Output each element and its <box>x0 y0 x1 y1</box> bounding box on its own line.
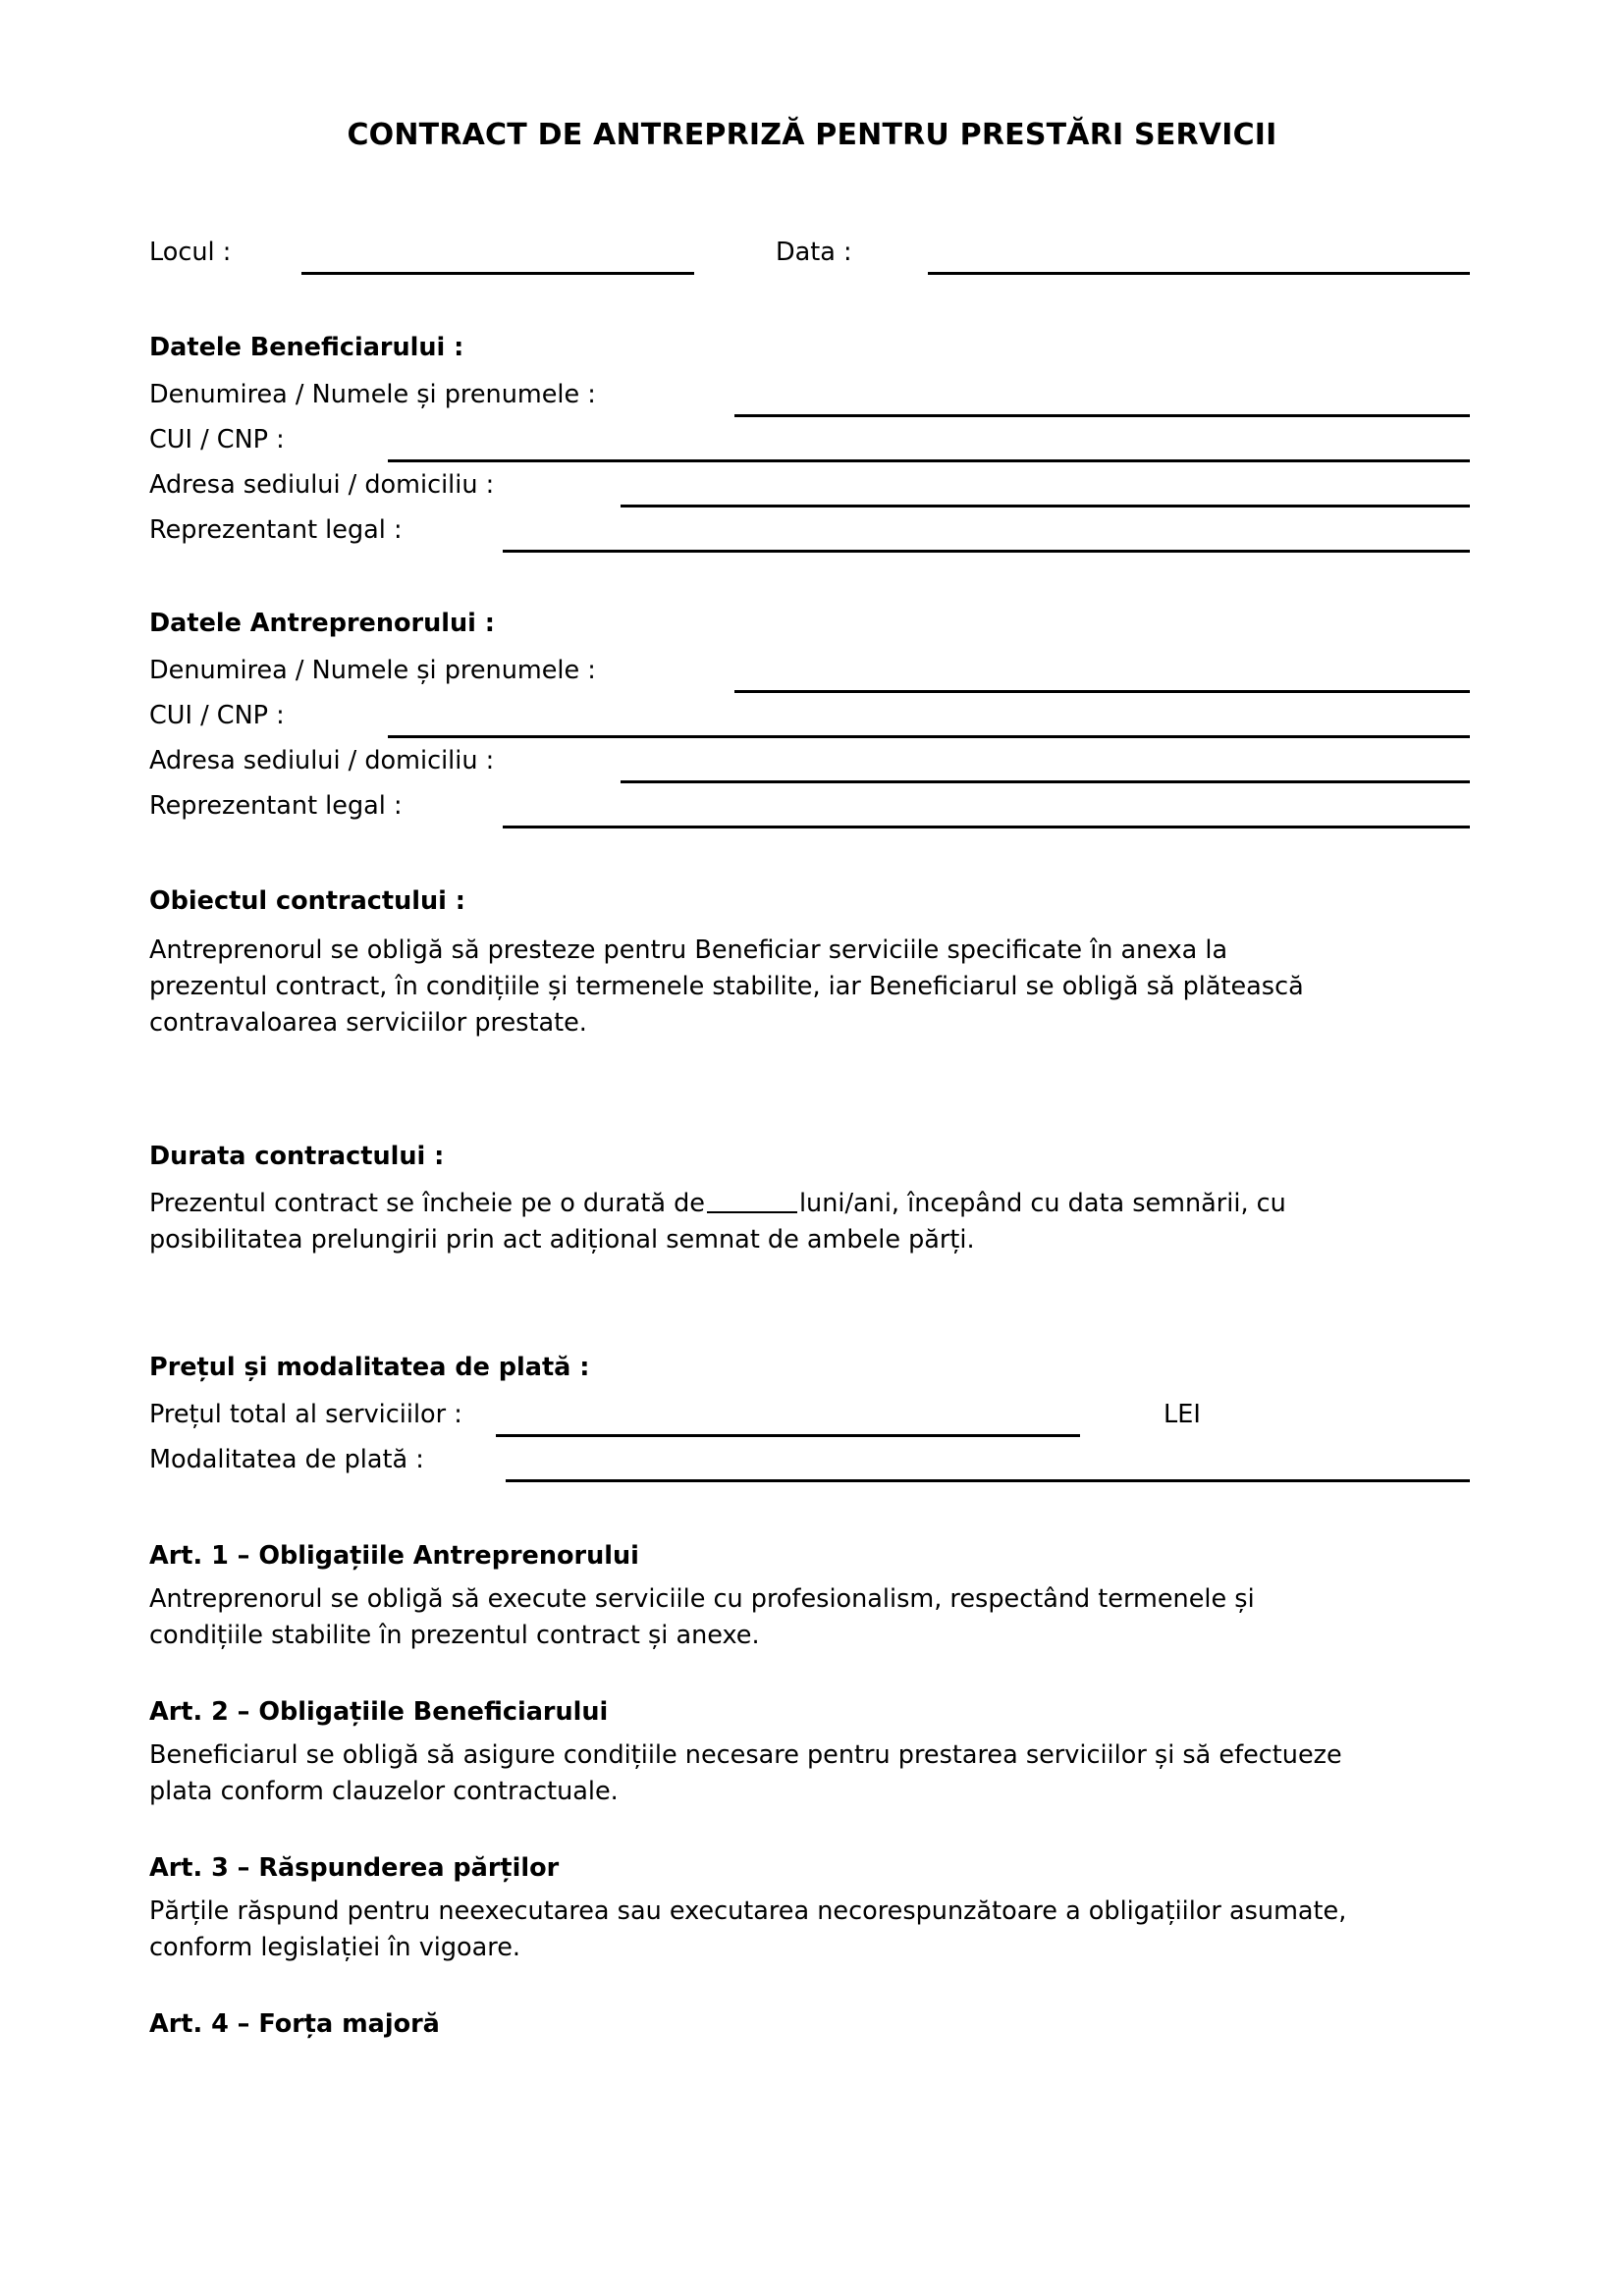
beneficiary-name-rule[interactable] <box>734 414 1470 417</box>
duration-paragraph-line-2: posibilitatea prelungirii prin act adițional semnat de ambele părți. <box>149 1225 975 1255</box>
beneficiary-address-label: Adresa sediului / domiciliu : <box>149 470 495 500</box>
contractor-heading: Datele Antreprenorului : <box>149 609 495 638</box>
duration-paragraph-line-1 <box>149 1186 1475 1222</box>
article-2-line: Beneficiarul se obligă să asigure condițiile necesare pentru prestarea serviciilor și să efectueze <box>149 1740 1342 1770</box>
contractor-name-label: Denumirea / Numele și prenumele : <box>149 656 596 685</box>
price-total-rule[interactable] <box>496 1434 1080 1437</box>
page-title: CONTRACT DE ANTREPRIZĂ PENTRU PRESTĂRI SERVICII <box>347 118 1277 152</box>
beneficiary-heading: Datele Beneficiarului : <box>149 333 464 362</box>
article-3-body <box>149 1894 1475 1966</box>
contractor-address-label: Adresa sediului / domiciliu : <box>149 746 495 775</box>
payment-method-label: Modalitatea de plată : <box>149 1445 424 1474</box>
article-2-body <box>149 1737 1475 1810</box>
date-label: Data : <box>776 238 852 267</box>
beneficiary-cui-rule[interactable] <box>388 459 1470 462</box>
contractor-cui-rule[interactable] <box>388 735 1470 738</box>
contractor-representative-rule[interactable] <box>503 826 1470 828</box>
duration-blank-field[interactable] <box>707 1194 797 1213</box>
article-3-line: conform legislației în vigoare. <box>149 1933 521 1962</box>
beneficiary-cui-label: CUI / CNP : <box>149 425 285 454</box>
article-1-heading: Art. 1 – Obligațiile Antreprenorului <box>149 1541 639 1571</box>
article-1-body <box>149 1581 1475 1654</box>
article-4-heading: Art. 4 – Forța majoră <box>149 2009 440 2039</box>
beneficiary-representative-label: Reprezentant legal : <box>149 515 403 545</box>
article-1-line: condițiile stabilite în prezentul contract și anexe. <box>149 1621 760 1650</box>
object-paragraph-line: Antreprenorul se obligă să presteze pentru Beneficiar serviciile specificate în anexa la <box>149 935 1228 965</box>
duration-paragraph <box>149 1186 1475 1258</box>
article-2-line: plata conform clauzelor contractuale. <box>149 1777 619 1806</box>
duration-text-after: luni/ani, începând cu data semnării, cu <box>798 1189 1286 1218</box>
article-2-heading: Art. 2 – Obligațiile Beneficiarului <box>149 1697 609 1727</box>
beneficiary-address-rule[interactable] <box>621 505 1470 507</box>
duration-heading: Durata contractului : <box>149 1142 445 1171</box>
object-paragraph-line: contravaloarea serviciilor prestate. <box>149 1008 587 1038</box>
contractor-cui-label: CUI / CNP : <box>149 701 285 730</box>
price-total-label: Prețul total al serviciilor : <box>149 1400 462 1429</box>
contractor-name-rule[interactable] <box>734 690 1470 693</box>
object-paragraph-line: prezentul contract, în condițiile și termenele stabilite, iar Beneficiarul se obligă să plătească <box>149 972 1304 1001</box>
price-heading: Prețul și modalitatea de plată : <box>149 1353 590 1382</box>
article-1-line: Antreprenorul se obligă să execute serviciile cu profesionalism, respectând termenele și <box>149 1584 1255 1614</box>
place-input-rule[interactable] <box>301 272 694 275</box>
contractor-address-rule[interactable] <box>621 780 1470 783</box>
contractor-representative-label: Reprezentant legal : <box>149 791 403 821</box>
date-input-rule[interactable] <box>928 272 1470 275</box>
duration-text-before: Prezentul contract se încheie pe o durată de <box>149 1189 705 1218</box>
article-3-line: Părțile răspund pentru neexecutarea sau executarea necorespunzătoare a obligațiilor asumate, <box>149 1896 1347 1926</box>
object-heading: Obiectul contractului : <box>149 886 465 916</box>
payment-method-rule[interactable] <box>506 1479 1470 1482</box>
place-label: Locul : <box>149 238 232 267</box>
beneficiary-representative-rule[interactable] <box>503 550 1470 553</box>
beneficiary-name-label: Denumirea / Numele și prenumele : <box>149 380 596 409</box>
article-3-heading: Art. 3 – Răspunderea părților <box>149 1853 560 1883</box>
object-paragraph <box>149 933 1475 1041</box>
currency-label: LEI <box>1164 1400 1201 1429</box>
